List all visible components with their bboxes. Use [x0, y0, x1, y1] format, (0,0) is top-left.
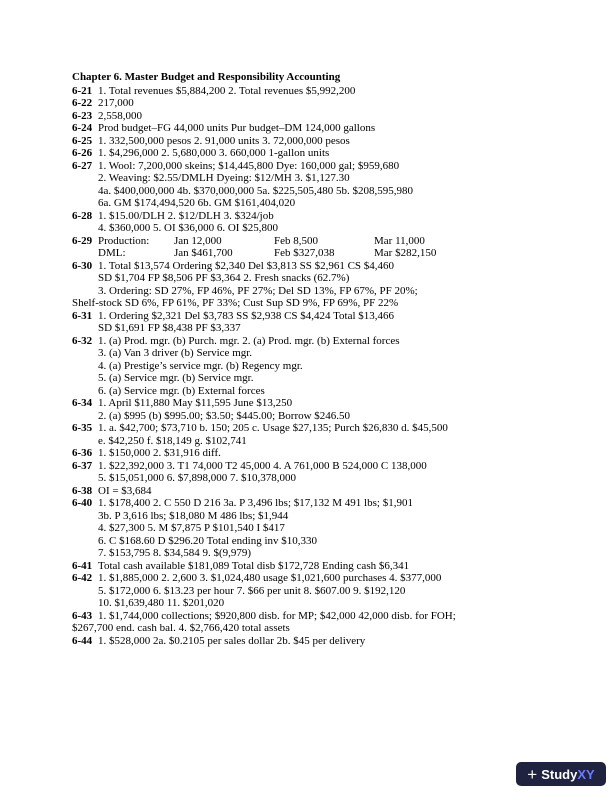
- answer-line: 5. $15,051,000 6. $7,898,000 7. $10,378,000: [98, 472, 296, 484]
- answer-line: 1. $4,296,000 2. 5,680,000 3. 660,000 1-gallon units: [98, 147, 330, 159]
- problem-number: 6-24: [72, 122, 93, 134]
- answer-entry: [72, 110, 572, 123]
- answer-line: 1. Ordering $2,321 Del $3,783 SS $2,938 CS $4,424 Total $13,466: [98, 309, 395, 322]
- answer-table-cell: Production:: [98, 234, 150, 247]
- answer-entry: [72, 422, 572, 447]
- answer-entry: [72, 497, 572, 560]
- answer-line: 1. $15.00/DLH 2. $12/DLH 3. $324/job: [98, 209, 274, 222]
- answer-entry: [72, 160, 572, 210]
- answer-entry: [72, 85, 572, 98]
- answer-table-row: [98, 235, 572, 248]
- answer-line: 1. $1,744,000 collections; $920,800 disb. for MP; $42,000 42,000 disb. for FOH;: [98, 609, 456, 622]
- answer-entry: [72, 560, 572, 573]
- problem-number: 6-27: [72, 159, 93, 172]
- answer-line: 2. Weaving: $2.55/DMLH Dyeing: $12/MH 3. $1,127.30: [98, 172, 350, 184]
- answer-line: 1. (a) Prod. mgr. (b) Purch. mgr. 2. (a) Prod. mgr. (b) External forces: [98, 334, 400, 347]
- answer-line: Prod budget–FG 44,000 units Pur budget–DM 124,000 gallons: [98, 122, 376, 134]
- answer-entry: [72, 572, 572, 610]
- answer-line: 6a. GM $174,494,520 6b. GM $161,404,020: [98, 197, 296, 209]
- answer-line: 3b. P 3,616 lbs; $18,080 M 486 lbs; $1,944: [98, 509, 289, 522]
- answer-entry: [72, 610, 572, 635]
- problem-number: 6-30: [72, 259, 93, 272]
- answer-line: 1. 332,500,000 pesos 2. 91,000 units 3. 72,000,000 pesos: [98, 134, 350, 147]
- problem-number: 6-40: [72, 497, 93, 509]
- answer-line: 2. (a) $995 (b) $995.00; $3.50; $445.00; Borrow $246.50: [98, 409, 351, 422]
- answer-line: 10. $1,639,480 11. $201,020: [98, 597, 225, 609]
- answer-line: 1. Total $13,574 Ordering $2,340 Del $3,813 SS $2,961 CS $4,460: [98, 259, 395, 272]
- answer-entry: [72, 310, 572, 335]
- answer-entry: [72, 635, 572, 648]
- answer-line: 1. $178,400 2. C 550 D 216 3a. P 3,496 lbs; $17,132 M 491 lbs; $1,901: [98, 497, 413, 509]
- problem-number: 6-26: [72, 147, 93, 159]
- studyxy-watermark: [516, 762, 606, 786]
- answer-line: OI = $3,684: [98, 484, 152, 497]
- answer-entry: [72, 260, 572, 310]
- problem-number: 6-29: [72, 234, 93, 247]
- answer-table-row: [98, 247, 572, 260]
- answer-line: 4. (a) Prestige’s service mgr. (b) Regency mgr.: [98, 359, 303, 372]
- answer-line: SD $1,704 FP $8,506 PF $3,364 2. Fresh snacks (62.7%): [98, 272, 350, 284]
- answer-line-continued: $267,700 end. cash bal. 4. $2,766,420 total assets: [72, 622, 290, 634]
- problem-number: 6-37: [72, 459, 93, 472]
- answer-entry: [72, 335, 572, 398]
- problem-number: 6-28: [72, 209, 93, 222]
- answer-line: 4a. $400,000,000 4b. $370,000,000 5a. $225,505,480 5b. $208,595,980: [98, 184, 414, 197]
- answer-line: 6. (a) Service mgr. (b) External forces: [98, 384, 265, 397]
- answer-entry: [72, 135, 572, 148]
- answer-line: e. $42,250 f. $18,149 g. $102,741: [98, 434, 247, 447]
- answer-line: 5. $172,000 6. $13.23 per hour 7. $66 per unit 8. $607.00 9. $192,120: [98, 584, 406, 597]
- answer-line: 1. Total revenues $5,884,200 2. Total revenues $5,992,200: [98, 84, 356, 97]
- answer-line-continued: Shelf-stock SD 6%, FP 61%, PF 33%; Cust Sup SD 9%, FP 69%, PF 22%: [72, 297, 399, 309]
- problem-number: 6-44: [72, 634, 93, 647]
- problem-number: 6-35: [72, 422, 93, 434]
- answer-entry: [72, 460, 572, 485]
- answer-entry: [72, 97, 572, 110]
- answer-entry: [72, 447, 572, 460]
- answer-entry: [72, 397, 572, 422]
- answer-line: 5. (a) Service mgr. (b) Service mgr.: [98, 372, 254, 384]
- answer-entry: [72, 122, 572, 135]
- answer-line: 2,558,000: [98, 109, 142, 122]
- problem-number: 6-34: [72, 397, 93, 409]
- problem-number: 6-21: [72, 84, 93, 97]
- answer-line: 1. $150,000 2. $31,916 diff.: [98, 447, 221, 459]
- answer-line: SD $1,691 FP $8,438 PF $3,337: [98, 322, 241, 334]
- plus-icon: +: [527, 764, 538, 784]
- answer-line: 4. $360,000 5. OI $36,000 6. OI $25,800: [98, 222, 278, 234]
- answer-line: 1. $22,392,000 3. T1 74,000 T2 45,000 4. A 761,000 B 524,000 C 138,000: [98, 459, 427, 472]
- answer-table-cell: Mar $282,150: [374, 247, 437, 259]
- answer-entry: [72, 485, 572, 498]
- problem-number: 6-38: [72, 484, 93, 497]
- answer-line: 7. $153,795 8. $34,584 9. $(9,979): [98, 547, 252, 559]
- watermark-text: Study: [541, 766, 578, 782]
- answer-entry: [72, 235, 572, 260]
- answer-table-cell: Jan 12,000: [174, 234, 222, 247]
- problem-number: 6-41: [72, 559, 93, 572]
- answer-table-cell: Mar 11,000: [374, 234, 425, 247]
- answer-line: 217,000: [98, 97, 134, 109]
- answer-line: 3. Ordering: SD 27%, FP 46%, PF 27%; Del SD 13%, FP 67%, PF 20%;: [98, 284, 418, 297]
- watermark-accent: XY: [577, 766, 595, 782]
- answer-entry: [72, 210, 572, 235]
- answer-page: [72, 71, 572, 647]
- answer-line: 1. Wool: 7,200,000 skeins; $14,445,800 Dye: 160,000 gal; $959,680: [98, 159, 400, 172]
- answer-line: 3. (a) Van 3 driver (b) Service mgr.: [98, 347, 253, 359]
- answer-list: [72, 85, 572, 648]
- chapter-title: Chapter 6. Master Budget and Responsibility Accounting: [72, 71, 341, 83]
- answer-table-cell: Feb $327,038: [274, 247, 335, 259]
- problem-number: 6-32: [72, 334, 93, 347]
- problem-number: 6-25: [72, 134, 93, 147]
- answer-line: Total cash available $181,089 Total disb $172,728 Ending cash $6,341: [98, 559, 410, 572]
- problem-number: 6-22: [72, 97, 93, 109]
- answer-line: 1. $1,885,000 2. 2,600 3. $1,024,480 usage $1,021,600 purchases 4. $377,000: [98, 572, 442, 584]
- problem-number: 6-42: [72, 572, 93, 584]
- answer-table-cell: DML:: [98, 247, 126, 259]
- problem-number: 6-43: [72, 609, 93, 622]
- problem-number: 6-31: [72, 309, 93, 322]
- answer-line: 4. $27,300 5. M $7,875 P $101,540 I $417: [98, 522, 285, 534]
- answer-line: 1. April $11,880 May $11,595 June $13,250: [98, 397, 293, 409]
- answer-line: 6. C $168.60 D $296.20 Total ending inv $10,330: [98, 534, 318, 547]
- answer-line: 1. a. $42,700; $73,710 b. 150; 205 c. Usage $27,135; Purch $26,830 d. $45,500: [98, 422, 448, 434]
- problem-number: 6-36: [72, 447, 93, 459]
- answer-table-cell: Jan $461,700: [174, 247, 233, 259]
- answer-entry: [72, 147, 572, 160]
- answer-line: 1. $528,000 2a. $0.2105 per sales dollar 2b. $45 per delivery: [98, 634, 366, 647]
- answer-table-cell: Feb 8,500: [274, 234, 318, 247]
- problem-number: 6-23: [72, 109, 93, 122]
